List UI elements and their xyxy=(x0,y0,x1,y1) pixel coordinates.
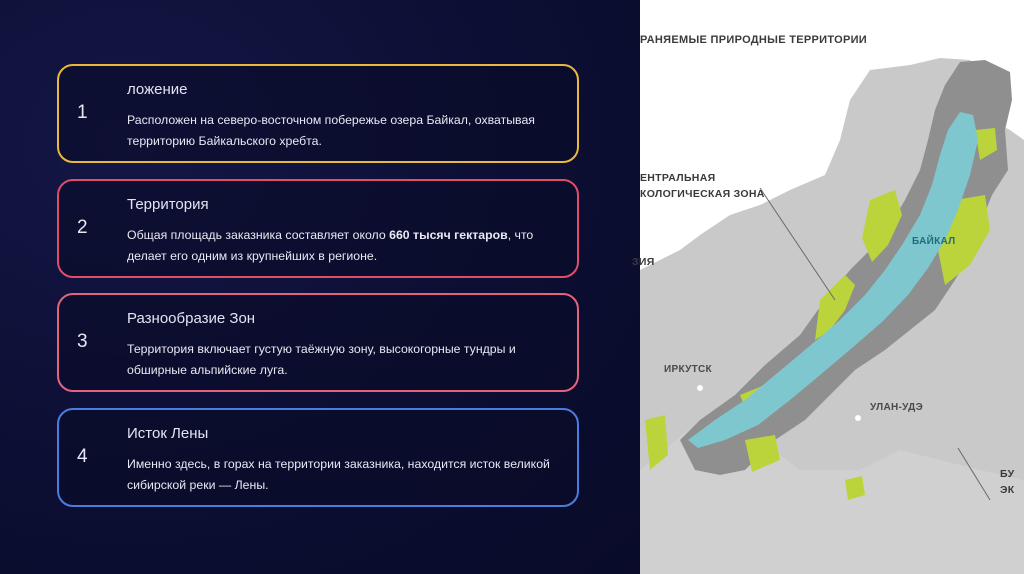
irkutsk-marker xyxy=(697,385,703,391)
card-title: ложение xyxy=(127,81,188,98)
zone-label-line1: ЕНТРАЛЬНАЯ xyxy=(640,172,716,184)
card-description: Общая площадь заказника составляет около 660 тысяч гектаров, что делает его одним из крупнейших в регионе. xyxy=(127,228,534,263)
map-title: РАНЯЕМЫЕ ПРИРОДНЫЕ ТЕРРИТОРИИ xyxy=(640,34,868,46)
area-highlight: 660 тысяч гектаров xyxy=(389,228,508,242)
info-card-location xyxy=(57,64,579,163)
card-description: Именно здесь, в горах на территории заказника, находится исток великой сибирской реки — Лены. xyxy=(127,457,550,492)
info-card-lena-source xyxy=(57,408,579,507)
ulan-ude-marker xyxy=(855,415,861,421)
lake-label: БАЙКАЛ xyxy=(912,236,956,247)
zone-label-line2: КОЛОГИЧЕСКАЯ ЗОНА xyxy=(640,188,765,200)
card-title: Территория xyxy=(127,196,209,213)
city-label-irkutsk: ИРКУТСК xyxy=(664,364,712,375)
city-label-ulan-ude: УЛАН-УДЭ xyxy=(870,402,923,413)
baikal-map xyxy=(632,0,1024,574)
card-description: Расположен на северо-восточном побережье озера Байкал, охватывая территорию Байкальского хребта. xyxy=(127,113,535,148)
card-description: Территория включает густую таёжную зону, высокогорные тундры и обширные альпийские луга. xyxy=(127,342,516,377)
info-card-territory xyxy=(57,179,579,278)
card-number: 1 xyxy=(77,102,88,123)
card-title: Разнообразие Зон xyxy=(127,310,256,327)
info-card-zones xyxy=(57,293,579,392)
card-number: 3 xyxy=(77,331,88,352)
card-number: 4 xyxy=(77,446,88,467)
left-region-label: ЗИЯ xyxy=(632,256,655,268)
card-number: 2 xyxy=(77,217,88,238)
card-title: Исток Лены xyxy=(127,425,209,442)
right-label-line1: БУ xyxy=(1000,468,1015,480)
map-graphic xyxy=(640,0,1024,574)
right-label-line2: ЭК xyxy=(1000,484,1015,496)
